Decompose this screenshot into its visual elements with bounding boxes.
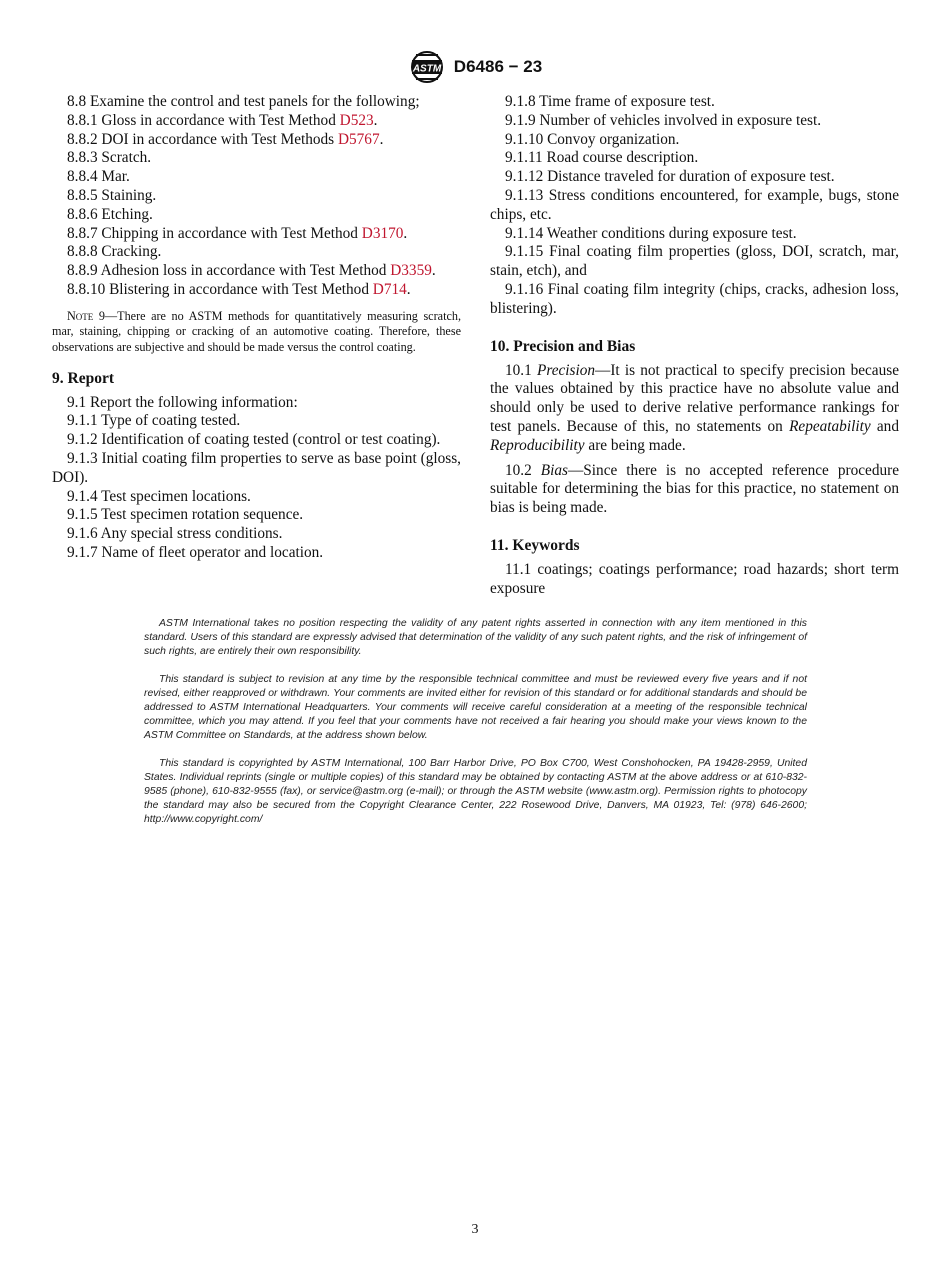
item-8-8-7	[52, 225, 461, 244]
item-8-8-4: 8.8.4 Mar.	[67, 168, 130, 186]
punct: .	[406, 280, 411, 298]
section-text: —It is not practical to specify precision because the values obtained by this practice have no absolute value and should only be used to derive relative performance rankings for test panels. Because of this, no statements on	[490, 361, 899, 435]
section-11-1: 11.1 coatings; coatings performance; road hazards; short term exposure	[490, 560, 899, 597]
item-9-1-9: 9.1.9 Number of vehicles involved in exposure test.	[505, 111, 822, 129]
heading-report: 9. Report	[52, 369, 114, 387]
heading-precision-bias: 10. Precision and Bias	[490, 337, 636, 355]
item-8-8-2	[52, 131, 461, 150]
item-8-8-5: 8.8.5 Staining.	[67, 186, 157, 204]
item-8-8-3: 8.8.3 Scratch.	[67, 149, 152, 167]
copyright-notice: This standard is copyrighted by ASTM International, 100 Barr Harbor Drive, PO Box C700, West Conshohocken, PA 19428-2959, United States. Individual reprints (single or multiple copies) of this standard may be obtained by contacting ASTM at the above address or at 610-832-9585 (phone), 610-832-9555 (fax), or service@astm.org (e-mail); or through the ASTM website (www.astm.org). Permission rights to photocopy the standard may also be secured from the Copyright Clearance Center, 222 Rosewood Drive, Danvers, MA 01923, Tel: (978) 646-2600; http://www.copyright.com/	[144, 758, 807, 825]
item-text: 8.8.2 DOI in accordance with Test Methods	[67, 130, 338, 148]
link-d3170[interactable]: D3170	[361, 224, 404, 242]
item-9-1-16: 9.1.16 Final coating film integrity (chips, cracks, adhesion loss, blistering).	[490, 280, 899, 317]
item-9-1-13: 9.1.13 Stress conditions encountered, for example, bugs, stone chips, etc.	[490, 186, 899, 223]
item-9-1-15: 9.1.15 Final coating film properties (gloss, DOI, scratch, mar, stain, etch), and	[490, 243, 899, 280]
link-d714[interactable]: D714	[372, 280, 407, 298]
note-label: Note	[67, 308, 94, 323]
item-9-1-8: 9.1.8 Time frame of exposure test.	[505, 93, 715, 110]
item-8-8-10	[52, 281, 461, 300]
section-text: —Since there is no accepted reference procedure suitable for determining the bias for this practice, no statement on bias is being made.	[490, 461, 899, 517]
left-column	[52, 93, 461, 563]
term-reproducibility: Reproducibility	[490, 436, 585, 454]
item-9-1-4: 9.1.4 Test specimen locations.	[67, 487, 251, 505]
punct: .	[373, 111, 378, 129]
svg-text:ASTM: ASTM	[412, 63, 441, 75]
item-9-1-3: 9.1.3 Initial coating film properties to serve as base point (gloss, DOI).	[52, 449, 461, 486]
section-8-8: 8.8 Examine the control and test panels for the following;	[67, 93, 420, 110]
item-9-1-2: 9.1.2 Identification of coating tested (control or test coating).	[67, 431, 441, 449]
link-d5767[interactable]: D5767	[337, 130, 380, 148]
term-precision: Precision	[536, 361, 596, 379]
item-9-1-1: 9.1.1 Type of coating tested.	[67, 412, 241, 430]
right-column	[490, 93, 899, 599]
section-10-2	[490, 462, 899, 518]
item-9-1-5: 9.1.5 Test specimen rotation sequence.	[67, 506, 304, 524]
page-header	[0, 50, 950, 84]
section-number: 10.1	[505, 361, 537, 379]
document-id: D6486 − 23	[453, 57, 543, 76]
item-9-1-11: 9.1.11 Road course description.	[505, 149, 699, 167]
note-9	[52, 309, 461, 356]
item-text: 8.8.10 Blistering in accordance with Test Method	[67, 280, 373, 298]
item-8-8-9	[52, 262, 461, 281]
item-9-1-6: 9.1.6 Any special stress conditions.	[67, 525, 283, 543]
heading-keywords: 11. Keywords	[490, 536, 580, 554]
term-repeatability: Repeatability	[789, 417, 871, 435]
section-9-1: 9.1 Report the following information:	[67, 393, 298, 411]
term-bias: Bias	[540, 461, 568, 479]
item-text: 8.8.1 Gloss in accordance with Test Method	[67, 111, 340, 129]
revision-notice: This standard is subject to revision at any time by the responsible technical committee and must be reviewed every five years and if not revised, either reapproved or withdrawn. Your comments are invited either for revision of this standard or for additional standards and should be addressed to ASTM International Headquarters. Your comments will receive careful consideration at a meeting of the responsible technical committee, which you may attend. If you feel that your comments have not received a fair hearing you should make your views known to the ASTM Committee on Standards, at the address shown below.	[144, 674, 807, 741]
punct: .	[379, 130, 384, 148]
item-text: 8.8.7 Chipping in accordance with Test Method	[67, 224, 362, 242]
item-text: 8.8.9 Adhesion loss in accordance with Test Method	[67, 262, 391, 280]
link-d523[interactable]: D523	[339, 111, 374, 129]
item-9-1-7: 9.1.7 Name of fleet operator and location.	[67, 543, 324, 561]
page-number: 3	[471, 1222, 479, 1237]
item-9-1-14: 9.1.14 Weather conditions during exposure test.	[505, 224, 797, 242]
punct: .	[403, 224, 408, 242]
section-text: and	[870, 417, 899, 435]
patent-notice: ASTM International takes no position respecting the validity of any patent rights asserted in connection with any item mentioned in this standard. Users of this standard are expressly advised that determination of the validity of any such patent rights, and the risk of infringement of such rights, are entirely their own responsibility.	[144, 618, 807, 657]
item-9-1-10: 9.1.10 Convoy organization.	[505, 130, 680, 148]
legal-footer	[144, 617, 807, 841]
link-d3359[interactable]: D3359	[390, 262, 432, 280]
astm-logo-icon	[408, 50, 446, 84]
section-10-1	[490, 362, 899, 456]
section-text: are being made.	[584, 436, 686, 454]
item-9-1-12: 9.1.12 Distance traveled for duration of exposure test.	[505, 168, 835, 186]
item-8-8-8: 8.8.8 Cracking.	[67, 243, 162, 261]
item-8-8-6: 8.8.6 Etching.	[67, 205, 153, 223]
note-text: 9—There are no ASTM methods for quantitatively measuring scratch, mar, staining, chipping or cracking of an automotive coating. Therefore, these observations are subjective and should be made versus the control coating.	[52, 308, 461, 354]
punct: .	[431, 262, 436, 280]
section-number: 10.2	[505, 461, 541, 479]
item-8-8-1	[52, 112, 461, 131]
